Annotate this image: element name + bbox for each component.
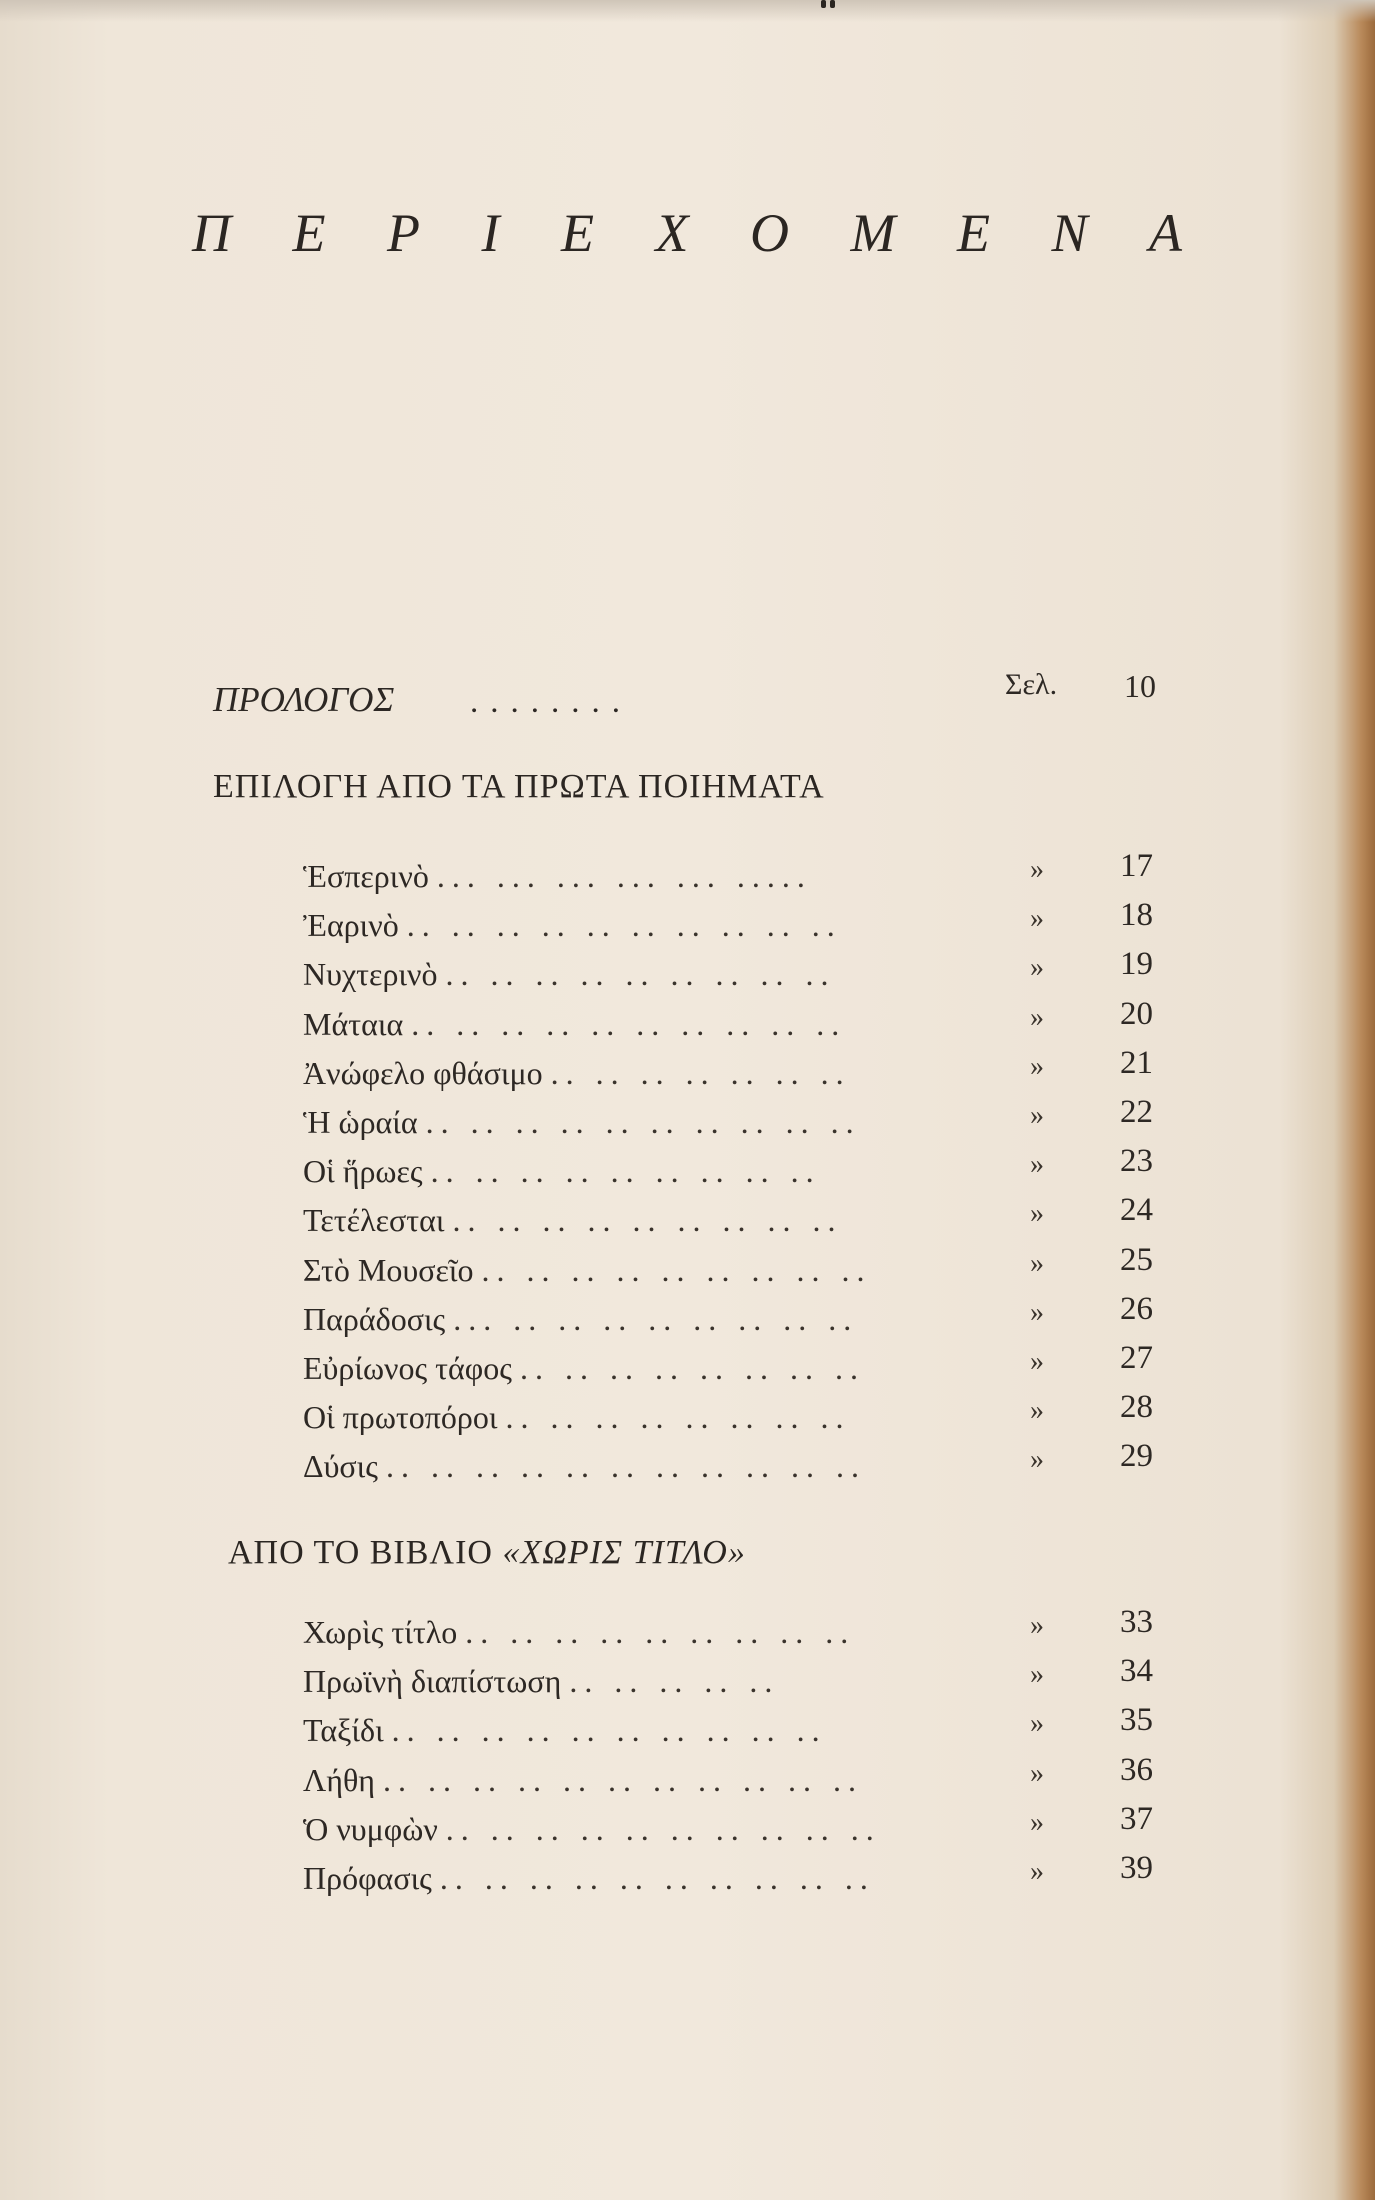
entry-title: Οἱ ἥρωες [303,1153,423,1190]
section-heading-prefix: ΑΠΟ ΤΟ ΒΙΒΛΙΟ [228,1534,493,1571]
entry-title: Εὐρίωνος τάφος [303,1350,512,1386]
entry-ditto-mark: » [1030,1198,1044,1230]
contents-title [192,202,1182,264]
toc-entry [303,1663,963,1707]
entry-leader-dots: .. .. .. .. .. .. .. [550,1054,851,1091]
entry-page-number: 18 [1120,897,1153,934]
entry-ditto-mark: » [1030,1856,1044,1887]
entry-page-number: 39 [1120,1850,1153,1886]
entry-leader-dots: .. .. .. .. .. .. .. .. .. [452,1202,843,1239]
entry-leader-dots: .. .. .. .. .. [569,1663,780,1700]
entry-ditto-mark: » [1030,952,1044,984]
entry-title: Τετέλεσται [303,1202,445,1239]
entry-title: Χωρὶς τίτλο [303,1614,458,1650]
entry-leader-dots: .. .. .. .. .. .. .. .. .. .. [425,1104,861,1140]
entry-page-number: 35 [1120,1702,1153,1739]
toc-entry [303,1055,963,1099]
entry-leader-dots: .. .. .. .. .. .. .. .. .. .. [445,1810,881,1847]
toc-entry [303,1399,963,1443]
entry-page-number: 21 [1120,1044,1153,1081]
prologue-page: 10 [1124,668,1156,704]
entry-page-number: 23 [1120,1143,1153,1180]
entry-title: Οἱ πρωτοπόροι [303,1399,498,1436]
title-letter: Ν [1051,203,1088,263]
entry-leader-dots: .. .. .. .. .. .. .. .. .. .. [439,1860,875,1896]
title-letter: Ρ [387,203,420,263]
title-letter: Ι [481,203,500,263]
prologue-leader: ........ [470,684,632,720]
toc-entry [303,956,963,1000]
entry-ditto-mark: » [1030,1001,1044,1033]
title-letter: Π [192,203,231,263]
entry-title: Ἐαρινὸ [303,907,399,944]
entry-ditto-mark: » [1030,1806,1044,1838]
entry-page-number: 34 [1120,1653,1153,1690]
entry-leader-dots: .. .. .. .. .. .. .. .. .. .. .. [385,1448,866,1485]
entry-title: Ἡ ὡραία [303,1104,418,1140]
toc-entry [303,1712,963,1756]
entry-title: Ἀνώφελο φθάσιμο [303,1054,543,1091]
section-heading-untitled-book [228,1534,746,1572]
prologue-label: ΠΡΟΛΟΓΟΣ [213,680,395,719]
toc-entry [303,907,963,951]
entry-page-number: 28 [1120,1389,1153,1426]
page-top-shadow [0,0,1375,22]
entry-title: Λήθη [303,1761,375,1798]
entry-title: Παράδοσις [303,1300,446,1337]
entry-leader-dots: .. .. .. .. .. .. .. .. .. [465,1614,856,1650]
toc-entry [303,1762,963,1806]
entry-ditto-mark: » [1030,1296,1044,1328]
entry-leader-dots: .. .. .. .. .. .. .. .. .. [445,956,836,993]
toc-entry [303,1811,963,1855]
entry-page-number: 24 [1120,1192,1153,1229]
toc-entry [303,858,963,902]
entry-page-number: 29 [1120,1438,1153,1475]
entry-title: Ὁ νυμφὼν [303,1810,438,1847]
toc-entry [303,1006,963,1050]
entry-page-number: 19 [1120,946,1153,983]
entry-page-number: 26 [1120,1290,1153,1327]
section-heading-book-title: «ΧΩΡΙΣ ΤΙΤΛΟ» [502,1534,746,1571]
entry-title: Ἑσπερινὸ [303,858,429,894]
title-letter: Ε [956,203,990,263]
toc-entry [303,1202,963,1246]
entry-leader-dots: ... .. .. .. .. .. .. .. .. [453,1300,859,1337]
entry-title: Στὸ Μουσεῖο [303,1251,474,1288]
entry-ditto-mark: » [1030,1050,1044,1082]
entry-page-number: 17 [1120,848,1153,884]
toc-entry [303,1860,963,1904]
entry-ditto-mark: » [1030,1346,1044,1377]
entry-leader-dots: .. .. .. .. .. .. .. .. .. [430,1153,821,1190]
entry-title: Πρωϊνὴ διαπίστωση [303,1663,562,1700]
entry-title: Νυχτερινὸ [303,956,438,993]
title-letter: Ε [292,203,326,263]
entry-page-number: 36 [1120,1751,1153,1788]
toc-entry [303,1153,963,1197]
entry-ditto-mark: » [1030,1247,1044,1279]
entry-title: Πρόφασις [303,1860,432,1896]
entry-leader-dots: .. .. .. .. .. .. .. .. .. [481,1251,872,1288]
entry-ditto-mark: » [1030,1100,1044,1131]
entry-page-number: 22 [1120,1094,1153,1130]
toc-entry [303,1350,963,1394]
entry-page-number: 37 [1120,1800,1153,1837]
entry-leader-dots: .. .. .. .. .. .. .. .. .. .. [411,1005,847,1042]
entry-page-number: 33 [1120,1604,1153,1640]
section-heading-first-poems: ΕΠΙΛΟΓΗ ΑΠΟ ΤΑ ΠΡΩΤΑ ΠΟΙΗΜΑΤΑ [213,768,825,805]
toc-entry [303,1104,963,1148]
title-letter: Α [1149,203,1182,263]
title-letter: Μ [850,203,896,263]
entry-ditto-mark: » [1030,1149,1044,1181]
entry-leader-dots: ... ... ... ... ... ..... [436,858,812,894]
title-letter: Χ [655,203,689,263]
page-abbreviation: Σελ. [1005,668,1058,701]
entry-page-number: 27 [1120,1340,1153,1376]
entry-ditto-mark: » [1030,1708,1044,1740]
entry-ditto-mark: » [1030,854,1044,885]
toc-entry [303,1614,963,1658]
entry-ditto-mark: » [1030,1610,1044,1641]
binding-mark [821,0,835,9]
title-letter: Ο [749,203,789,263]
entry-title: Δύσις [303,1448,378,1485]
entry-leader-dots: .. .. .. .. .. .. .. .. [505,1399,851,1436]
entry-leader-dots: .. .. .. .. .. .. .. .. .. .. [391,1712,827,1749]
entry-leader-dots: .. .. .. .. .. .. .. .. [519,1350,865,1386]
entry-ditto-mark: » [1030,903,1044,935]
entry-page-number: 20 [1120,995,1153,1032]
toc-entry [303,1301,963,1345]
toc-entry [303,1448,963,1492]
entry-leader-dots: .. .. .. .. .. .. .. .. .. .. [406,907,842,944]
toc-entry [303,1252,963,1296]
title-letter: Ε [560,203,594,263]
entry-ditto-mark: » [1030,1757,1044,1789]
entry-title: Μάταια [303,1005,404,1042]
entry-leader-dots: .. .. .. .. .. .. .. .. .. .. .. [383,1761,863,1798]
entry-ditto-mark: » [1030,1659,1044,1691]
entry-page-number: 25 [1120,1241,1153,1278]
entry-ditto-mark: » [1030,1444,1044,1476]
entry-title: Ταξίδι [303,1712,384,1749]
entry-ditto-mark: » [1030,1395,1044,1427]
